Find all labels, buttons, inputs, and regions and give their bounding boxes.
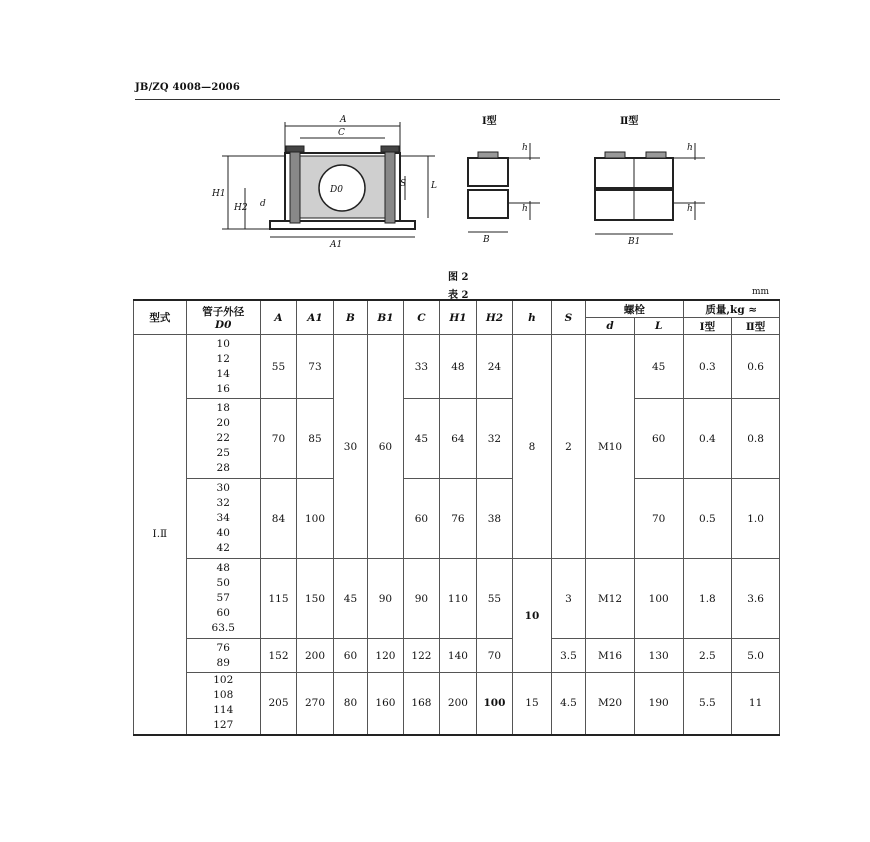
A-cell: 152 <box>260 639 297 673</box>
header-bolt: 螺栓 <box>586 300 683 318</box>
H1-cell: 76 <box>440 479 477 559</box>
header-L: L <box>634 318 683 335</box>
header-rule <box>135 99 780 100</box>
label-h-2: h <box>522 204 528 214</box>
clamp-drawing <box>200 108 720 278</box>
H1-cell: 110 <box>440 559 477 639</box>
A1-cell: 270 <box>297 673 334 735</box>
B1-cell: 60 <box>368 335 403 559</box>
header-H1: H1 <box>440 300 477 335</box>
header-mass-2: Ⅱ型 <box>732 318 780 335</box>
unit-label: mm <box>752 287 770 297</box>
d0-cell: 18 20 22 25 28 <box>186 399 260 479</box>
A-cell: 205 <box>260 673 297 735</box>
label-A1: A1 <box>330 240 343 250</box>
d0-cell: 48 50 57 60 63.5 <box>186 559 260 639</box>
A-cell: 84 <box>260 479 297 559</box>
H1-cell: 48 <box>440 335 477 399</box>
H1-cell: 140 <box>440 639 477 673</box>
C-cell: 90 <box>403 559 440 639</box>
H2-cell: 38 <box>476 479 513 559</box>
table-row <box>134 673 780 735</box>
S-cell: 2 <box>551 335 585 559</box>
S-cell: 3 <box>551 559 585 639</box>
header-B1: B1 <box>368 300 403 335</box>
B-cell: 45 <box>333 559 367 639</box>
label-d: d <box>260 199 266 209</box>
H1-cell: 200 <box>440 673 477 735</box>
dimension-table <box>133 299 780 736</box>
A1-cell: 100 <box>297 479 334 559</box>
H2-cell: 32 <box>476 399 513 479</box>
C-cell: 45 <box>403 399 440 479</box>
label-B: B <box>483 235 490 245</box>
A1-cell: 73 <box>297 335 334 399</box>
type1-label: Ⅰ型 <box>482 116 497 127</box>
label-B1: B1 <box>628 237 641 247</box>
B-cell: 30 <box>333 335 367 559</box>
d0-cell: 102 108 114 127 <box>186 673 260 735</box>
table-row <box>134 335 780 399</box>
table-row <box>134 399 780 479</box>
table-row <box>134 639 780 673</box>
figure-caption: 图 2 <box>448 272 469 283</box>
label-S: S <box>400 179 407 189</box>
label-C: C <box>338 128 345 138</box>
H2-cell: 55 <box>476 559 513 639</box>
A-cell: 70 <box>260 399 297 479</box>
mass2-cell: 3.6 <box>732 559 780 639</box>
mass1-cell: 0.3 <box>683 335 732 399</box>
header-B: B <box>333 300 367 335</box>
H2-cell: 24 <box>476 335 513 399</box>
header-S: S <box>551 300 585 335</box>
C-cell: 33 <box>403 335 440 399</box>
d-cell: M10 <box>586 335 635 559</box>
S-cell: 4.5 <box>551 673 585 735</box>
d0-cell: 10 12 14 16 <box>186 335 260 399</box>
L-cell: 60 <box>634 399 683 479</box>
H2-cell: 100 <box>476 673 513 735</box>
header-type: 型式 <box>134 300 187 335</box>
d0-cell: 30 32 34 40 42 <box>186 479 260 559</box>
B-cell: 60 <box>333 639 367 673</box>
mass1-cell: 0.5 <box>683 479 732 559</box>
header-pipe-od: 管子外径 D0 <box>186 300 260 335</box>
L-cell: 130 <box>634 639 683 673</box>
L-cell: 100 <box>634 559 683 639</box>
type2-side-view <box>595 143 705 234</box>
label-L: L <box>431 181 437 191</box>
C-cell: 168 <box>403 673 440 735</box>
label-h-3: h <box>687 143 693 153</box>
L-cell: 190 <box>634 673 683 735</box>
type-cell: Ⅰ.Ⅱ <box>134 335 187 735</box>
B1-cell: 160 <box>368 673 403 735</box>
A1-cell: 150 <box>297 559 334 639</box>
B1-cell: 90 <box>368 559 403 639</box>
h-cell: 15 <box>513 673 552 735</box>
L-cell: 70 <box>634 479 683 559</box>
H2-cell: 70 <box>476 639 513 673</box>
C-cell: 122 <box>403 639 440 673</box>
d-cell: M16 <box>586 639 635 673</box>
label-H2: H2 <box>234 203 248 213</box>
type1-side-view <box>468 143 540 232</box>
label-H1: H1 <box>212 189 226 199</box>
document-id: JB/ZQ 4008—2006 <box>135 82 240 93</box>
A-cell: 55 <box>260 335 297 399</box>
d-cell: M12 <box>586 559 635 639</box>
h-cell: 8 <box>513 335 552 559</box>
B-cell: 80 <box>333 673 367 735</box>
label-h-4: h <box>687 204 693 214</box>
A1-cell: 85 <box>297 399 334 479</box>
header-h: h <box>513 300 552 335</box>
type2-label: Ⅱ型 <box>620 116 639 127</box>
mass2-cell: 5.0 <box>732 639 780 673</box>
header-d: d <box>586 318 635 335</box>
d-cell: M20 <box>586 673 635 735</box>
header-A: A <box>260 300 297 335</box>
h-cell: 10 <box>513 559 552 673</box>
S-cell: 3.5 <box>551 639 585 673</box>
A-cell: 115 <box>260 559 297 639</box>
mass1-cell: 5.5 <box>683 673 732 735</box>
mass1-cell: 1.8 <box>683 559 732 639</box>
mass1-cell: 0.4 <box>683 399 732 479</box>
header-mass: 质量,kg ≈ <box>683 300 779 318</box>
L-cell: 45 <box>634 335 683 399</box>
table-row <box>134 559 780 639</box>
C-cell: 60 <box>403 479 440 559</box>
table-row <box>134 479 780 559</box>
mass2-cell: 1.0 <box>732 479 780 559</box>
A1-cell: 200 <box>297 639 334 673</box>
header-A1: A1 <box>297 300 334 335</box>
mass2-cell: 0.8 <box>732 399 780 479</box>
B1-cell: 120 <box>368 639 403 673</box>
label-h-1: h <box>522 143 528 153</box>
label-D0: D0 <box>330 185 343 195</box>
mass2-cell: 0.6 <box>732 335 780 399</box>
header-H2: H2 <box>476 300 513 335</box>
H1-cell: 64 <box>440 399 477 479</box>
mass1-cell: 2.5 <box>683 639 732 673</box>
header-C: C <box>403 300 440 335</box>
d0-cell: 76 89 <box>186 639 260 673</box>
header-mass-1: Ⅰ型 <box>683 318 732 335</box>
table-caption: 表 2 <box>448 290 469 301</box>
label-A: A <box>340 115 347 125</box>
mass2-cell: 11 <box>732 673 780 735</box>
